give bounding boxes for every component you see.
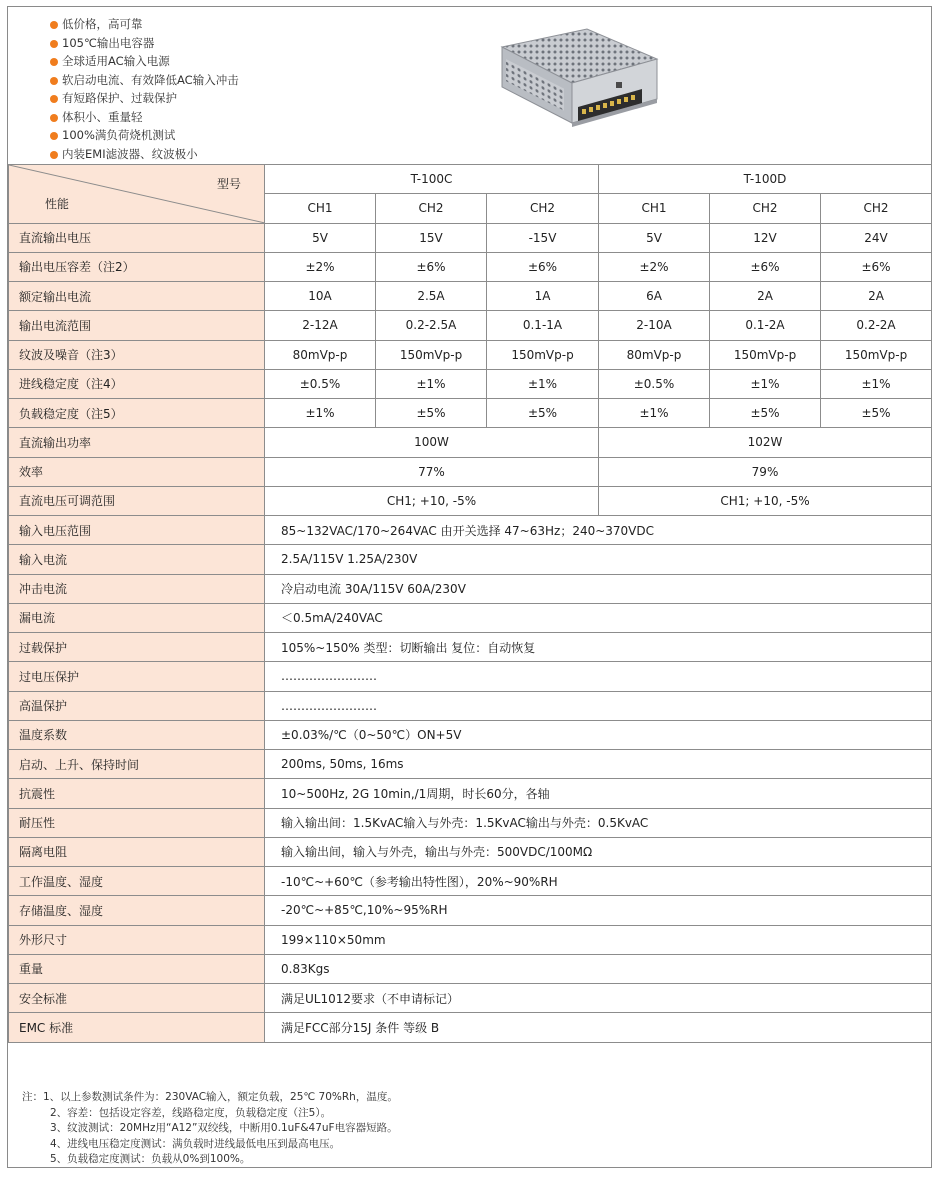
corner-model-label: 型号 [217,177,242,191]
table-cell: 12V [710,223,821,252]
table-cell: ±1% [821,369,932,398]
row-label: 安全标准 [9,984,265,1013]
channel-header: CH2 [821,194,932,223]
table-cell: ±6% [487,252,599,281]
spec-row [9,369,932,398]
row-label: 效率 [9,457,265,486]
table-cell: ±5% [710,399,821,428]
row-label: 外形尺寸 [9,925,265,954]
row-label: EMC 标准 [9,1013,265,1042]
spec-row [9,925,932,954]
feature-item: 体积小、重量轻 [50,108,239,127]
power-supply-product-image [492,25,662,149]
table-cell: ±1% [710,369,821,398]
table-cell: -10℃~+60℃（参考输出特性图），20%~90%RH [265,867,932,896]
spec-sheet [7,6,932,1168]
table-cell: 0.83Kgs [265,954,932,983]
table-cell: 6A [599,282,710,311]
table-cell: ±1% [265,399,376,428]
spec-row [9,252,932,281]
row-label: 额定输出电流 [9,282,265,311]
table-cell: ±5% [376,399,487,428]
bullet-icon [50,77,58,85]
row-label: 过电压保护 [9,662,265,691]
table-cell: 2-12A [265,311,376,340]
spec-row [9,662,932,691]
corner-performance-label: 性能 [45,197,70,211]
table-header-row [9,165,932,194]
notes-section [22,1090,398,1168]
table-cell: ＜0.5mA/240VAC [265,603,932,632]
table-cell: 150mVp-p [710,340,821,369]
table-cell: 0.1-1A [487,311,599,340]
table-cell: 100W [265,428,599,457]
table-cell: 24V [821,223,932,252]
feature-item: 内装EMI滤波器、纹波极小 [50,145,239,164]
table-cell: 80mVp-p [599,340,710,369]
spec-row [9,837,932,866]
table-corner-cell [9,165,265,224]
feature-item: 100%满负荷烧机测试 [50,126,239,145]
table-cell: CH1; +10, -5% [265,486,599,515]
table-cell: 15V [376,223,487,252]
table-cell: ±6% [710,252,821,281]
table-cell: 199×110×50mm [265,925,932,954]
table-cell: 10~500Hz, 2G 10min,/1周期，时长60分，各轴 [265,779,932,808]
spec-row [9,896,932,925]
channel-header: CH2 [376,194,487,223]
spec-table [8,164,932,1043]
table-cell: ±1% [376,369,487,398]
table-cell: ±6% [821,252,932,281]
note-line: 4、进线电压稳定度测试：满负载时进线最低电压到最高电压。 [50,1137,341,1150]
table-cell: 105%~150% 类型：切断输出 复位：自动恢复 [265,633,932,662]
row-label: 重量 [9,954,265,983]
model-header: T-100D [599,165,932,194]
table-cell: ±6% [376,252,487,281]
channel-header: CH1 [265,194,376,223]
spec-row [9,340,932,369]
row-label: 直流输出功率 [9,428,265,457]
row-label: 工作温度、湿度 [9,867,265,896]
row-label: 抗震性 [9,779,265,808]
table-cell: 2-10A [599,311,710,340]
spec-row [9,399,932,428]
table-cell: ±2% [599,252,710,281]
row-label: 存储温度、湿度 [9,896,265,925]
row-label: 输出电流范围 [9,311,265,340]
row-label: 耐压性 [9,808,265,837]
table-cell: ±5% [821,399,932,428]
table-cell: ±5% [487,399,599,428]
table-cell: 0.1-2A [710,311,821,340]
table-cell: ±1% [599,399,710,428]
table-cell: 满足UL1012要求（不申请标记） [265,984,932,1013]
table-cell: 5V [265,223,376,252]
bullet-icon [50,114,58,122]
table-cell: 200ms, 50ms, 16ms [265,750,932,779]
table-cell: -20℃~+85℃,10%~95%RH [265,896,932,925]
note-line: 注：1、以上参数测试条件为：230VAC输入，额定负载，25℃ 70%Rh，温度。 [22,1091,398,1103]
table-cell: 80mVp-p [265,340,376,369]
table-cell: 79% [599,457,932,486]
row-label: 负载稳定度（注5） [9,399,265,428]
table-cell: 150mVp-p [821,340,932,369]
feature-item: 105℃输出电容器 [50,34,239,53]
feature-list [50,15,239,163]
spec-row [9,984,932,1013]
row-label: 冲击电流 [9,574,265,603]
table-cell: 77% [265,457,599,486]
spec-row [9,282,932,311]
bullet-icon [50,58,58,66]
spec-row [9,808,932,837]
spec-row [9,867,932,896]
spec-row [9,486,932,515]
row-label: 隔离电阻 [9,837,265,866]
spec-row [9,954,932,983]
row-label: 纹波及噪音（注3） [9,340,265,369]
table-cell: 0.2-2A [821,311,932,340]
feature-item: 低价格，高可靠 [50,15,239,34]
table-cell: ±2% [265,252,376,281]
table-cell: 2.5A/115V 1.25A/230V [265,545,932,574]
row-label: 直流输出电压 [9,223,265,252]
table-cell: ±1% [487,369,599,398]
bullet-icon [50,40,58,48]
table-cell: ±0.03%/℃（0~50℃）ON+5V [265,720,932,749]
note-line: 5、负载稳定度测试：负载从0%到100%。 [50,1153,251,1165]
spec-row [9,516,932,545]
bullet-icon [50,95,58,103]
spec-row [9,779,932,808]
spec-row [9,1013,932,1042]
bullet-icon [50,151,58,159]
spec-row [9,720,932,749]
row-label: 进线稳定度（注4） [9,369,265,398]
channel-header: CH1 [599,194,710,223]
table-cell: …………………… [265,662,932,691]
spec-row [9,633,932,662]
spec-row [9,457,932,486]
table-cell: 150mVp-p [376,340,487,369]
channel-header: CH2 [487,194,599,223]
channel-header: CH2 [710,194,821,223]
spec-row [9,750,932,779]
spec-row [9,311,932,340]
row-label: 温度系数 [9,720,265,749]
bullet-icon [50,132,58,140]
note-line: 3、纹波测试：20MHz用“A12”双绞线，中断用0.1uF&47uF电容器短路。 [50,1122,398,1134]
table-cell: 2.5A [376,282,487,311]
table-cell: 输入输出间：1.5KvAC输入与外壳：1.5KvAC输出与外壳：0.5KvAC [265,808,932,837]
spec-row [9,691,932,720]
corner-divider-line [9,165,265,223]
table-cell: 输入输出间，输入与外壳，输出与外壳：500VDC/100MΩ [265,837,932,866]
bullet-icon [50,21,58,29]
table-cell: …………………… [265,691,932,720]
table-cell: ±0.5% [599,369,710,398]
table-cell: 2A [821,282,932,311]
row-label: 过载保护 [9,633,265,662]
table-cell: -15V [487,223,599,252]
row-label: 输入电压范围 [9,516,265,545]
table-cell: 85~132VAC/170~264VAC 由开关选择 47~63Hz；240~370VDC [265,516,932,545]
model-header: T-100C [265,165,599,194]
table-cell: ±0.5% [265,369,376,398]
spec-row [9,223,932,252]
row-label: 漏电流 [9,603,265,632]
table-cell: 0.2-2.5A [376,311,487,340]
row-label: 输入电流 [9,545,265,574]
table-cell: 10A [265,282,376,311]
note-line: 2、容差：包括设定容差，线路稳定度，负载稳定度（注5）。 [50,1106,332,1119]
feature-item: 有短路保护、过载保护 [50,89,239,108]
spec-row [9,574,932,603]
spec-row [9,603,932,632]
row-label: 高温保护 [9,691,265,720]
table-cell: 1A [487,282,599,311]
spec-row [9,545,932,574]
table-cell: 冷启动电流 30A/115V 60A/230V [265,574,932,603]
table-cell: 150mVp-p [487,340,599,369]
feature-item: 全球适用AC输入电源 [50,52,239,71]
spec-row [9,428,932,457]
row-label: 启动、上升、保持时间 [9,750,265,779]
row-label: 直流电压可调范围 [9,486,265,515]
row-label: 输出电压容差（注2） [9,252,265,281]
table-cell: 2A [710,282,821,311]
table-cell: CH1; +10, -5% [599,486,932,515]
table-cell: 满足FCC部分15J 条件 等级 B [265,1013,932,1042]
feature-item: 软启动电流、有效降低AC输入冲击 [50,71,239,90]
table-cell: 5V [599,223,710,252]
table-cell: 102W [599,428,932,457]
